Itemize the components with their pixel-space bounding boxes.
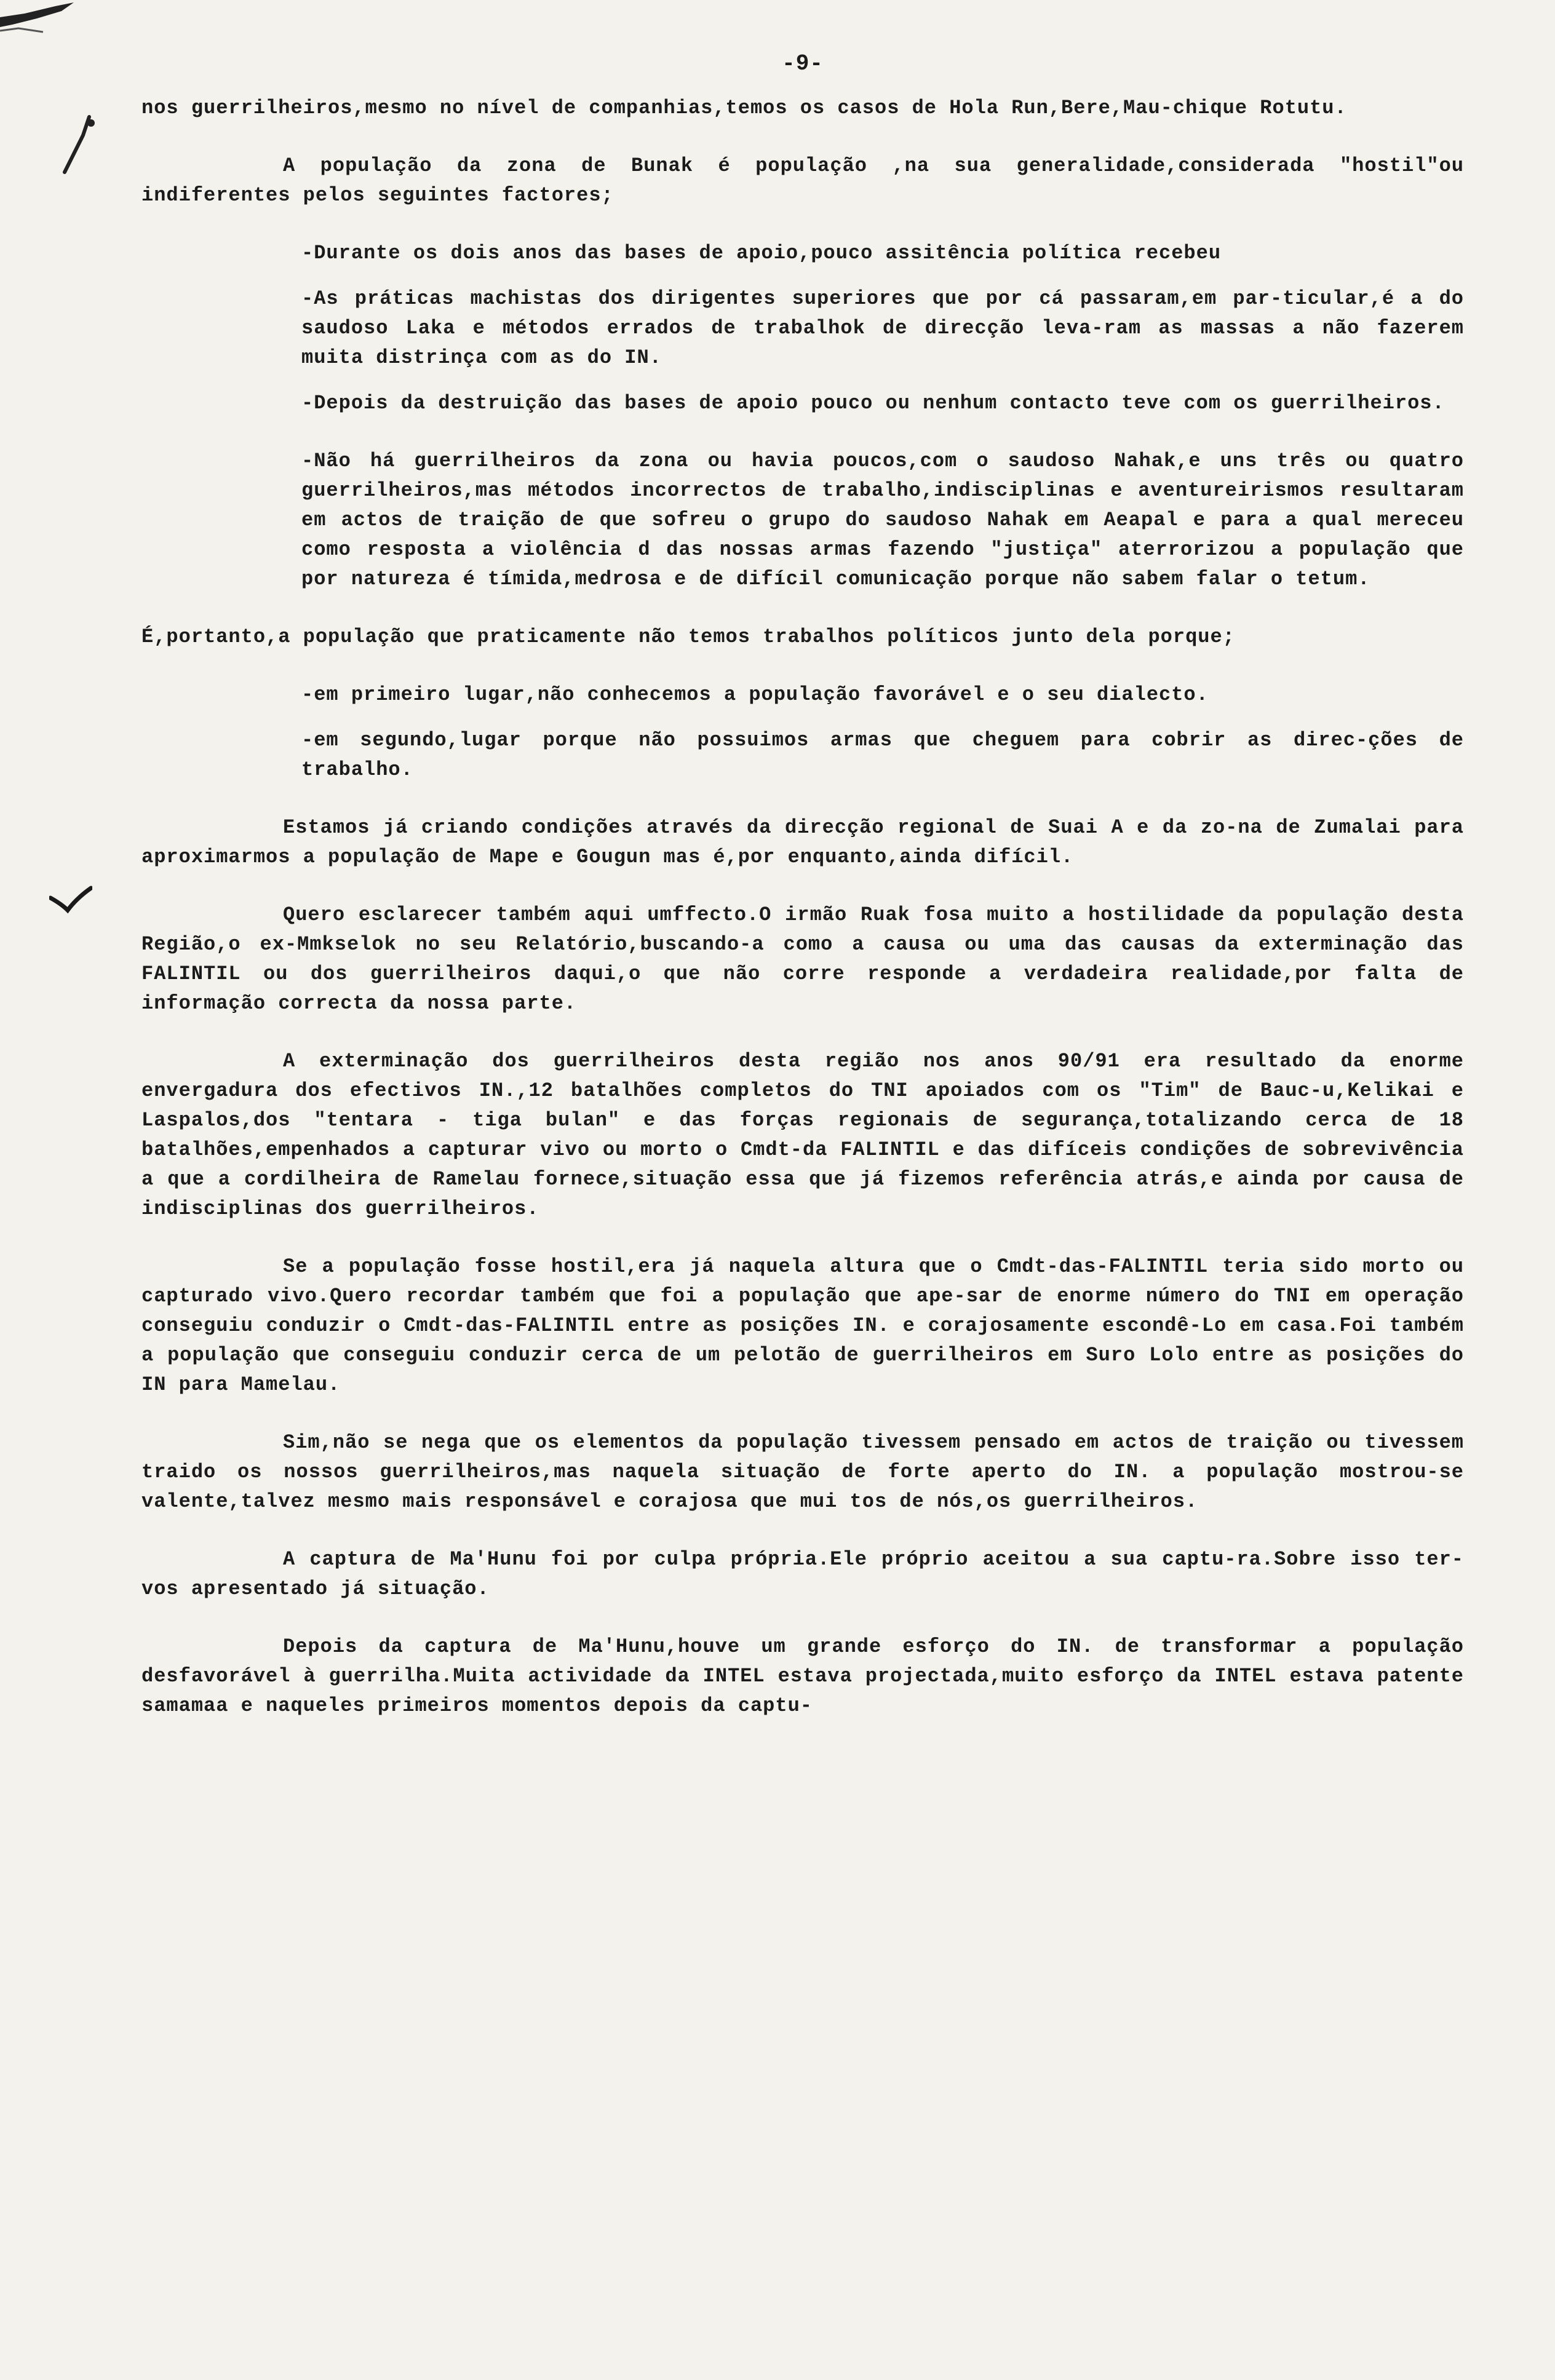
paragraph-exterminacao: A exterminação dos guerrilheiros desta região nos anos 90/91 era resultado da enorme envergadura dos efectivos IN.,12 batalhões completos do TNI apoiados com os "Tim" de Bauc-u,Kelikai e Laspalos,dos "tentara - tiga bulan" e das forças regionais de segurança,totalizando cerca de 18 batalhões,empenhados a capturar vivo ou morto o Cmdt-da FALINTIL e das difíceis condições de sobrevivência a que a cordilheira de Ramelau fornece,situação essa que já fizemos referência atrás,e ainda por causa de indisciplinas dos guerrilheiros.: [141, 1050, 1464, 1220]
paragraph-portanto: É,portanto,a população que praticamente não temos trabalhos políticos junto dela porque;: [141, 625, 1235, 648]
list-item-factor-3: -Depois da destruição das bases de apoio pouco ou nenhum contacto teve com os guerrilheiros.: [301, 392, 1445, 415]
list-item-factor-2: -As práticas machistas dos dirigentes superiores que por cá passaram,em par-ticular,é a do saudoso Laka e métodos errados de trabalhok de direcção leva-ram as massas a não fazerem muita distrinça com as do IN.: [301, 287, 1464, 369]
list-item-factor-1: -Durante os dois anos das bases de apoio,pouco assitência política recebeu: [301, 242, 1222, 264]
page-number: -9-: [782, 51, 824, 76]
paragraph-population-hostile: A população da zona de Bunak é população ,na sua generalidade,considerada "hostil"ou indiferentes pelos seguintes factores;: [141, 154, 1464, 207]
paragraph-esclarecer: Quero esclarecer também aqui umffecto.O irmão Ruak fosa muito a hostilidade da população desta Região,o ex-Mmkselok no seu Relatório,buscando-a como a causa ou uma das causas da exterminação das FALINTIL ou dos guerrilheiros daqui,o que não corre responde a verdadeira realidade,por falta de informação correcta da nossa parte.: [141, 903, 1464, 1015]
paragraph-depois: Depois da captura de Ma'Hunu,houve um grande esforço do IN. de transformar a população desfavorável à guerrilha.Muita actividade da INTEL estava projectada,muito esforço da INTEL estava patente samamaa e naqueles primeiros momentos depois da captu-: [141, 1635, 1464, 1717]
paragraph-sim: Sim,não se nega que os elementos da população tivessem pensado em actos de traição ou tivessem traido os nossos guerrilheiros,mas naquela situação de forte aperto do IN. a população mostrou-se valente,talvez mesmo mais responsável e corajosa que mui tos de nós,os guerrilheiros.: [141, 1431, 1464, 1513]
corner-scan-mark: [0, 0, 92, 43]
margin-pen-mark-icon: [55, 111, 98, 184]
paragraph-continuation: nos guerrilheiros,mesmo no nível de companhias,temos os casos de Hola Run,Bere,Mau-chique Rotutu.: [141, 97, 1347, 119]
list-item-reason-1: -em primeiro lugar,não conhecemos a população favorável e o seu dialecto.: [301, 683, 1209, 706]
paragraph-estamos: Estamos já criando condições através da direcção regional de Suai A e da zo-na de Zumalai para aproximarmos a população de Mape e Gougun mas é,por enquanto,ainda difícil.: [141, 816, 1464, 868]
list-item-reason-2: -em segundo,lugar porque não possuimos armas que cheguem para cobrir as direc-ções de trabalho.: [301, 729, 1464, 781]
paragraph-captura: A captura de Ma'Hunu foi por culpa própria.Ele próprio aceitou a sua captu-ra.Sobre isso ter-vos apresentado já situação.: [141, 1548, 1464, 1600]
margin-check-mark-icon: [49, 886, 92, 916]
document-body: [141, 49, 1464, 1749]
paragraph-se-populacao: Se a população fosse hostil,era já naquela altura que o Cmdt-das-FALINTIL teria sido morto ou capturado vivo.Quero recordar também que foi a população que ape-sar de enorme número do TNI em operação conseguiu conduzir o Cmdt-das-FALINTIL entre as posições IN. e corajosamente escondê-Lo em casa.Foi também a população que conseguiu conduzir cerca de um pelotão de guerrilheiros em Suro Lolo entre as posições do IN para Mamelau.: [141, 1255, 1464, 1396]
list-item-factor-4: -Não há guerrilheiros da zona ou havia poucos,com o saudoso Nahak,e uns três ou quatro guerrilheiros,mas métodos incorrectos de trabalho,indisciplinas e aventureirismos resultaram em actos de traição de que sofreu o grupo do saudoso Nahak em Aeapal e para a qual mereceu como resposta a violência d das nossas armas fazendo "justiça" aterrorizou a população que por natureza é tímida,medrosa e de difícil comunicação porque não sabem falar o tetum.: [301, 450, 1464, 590]
